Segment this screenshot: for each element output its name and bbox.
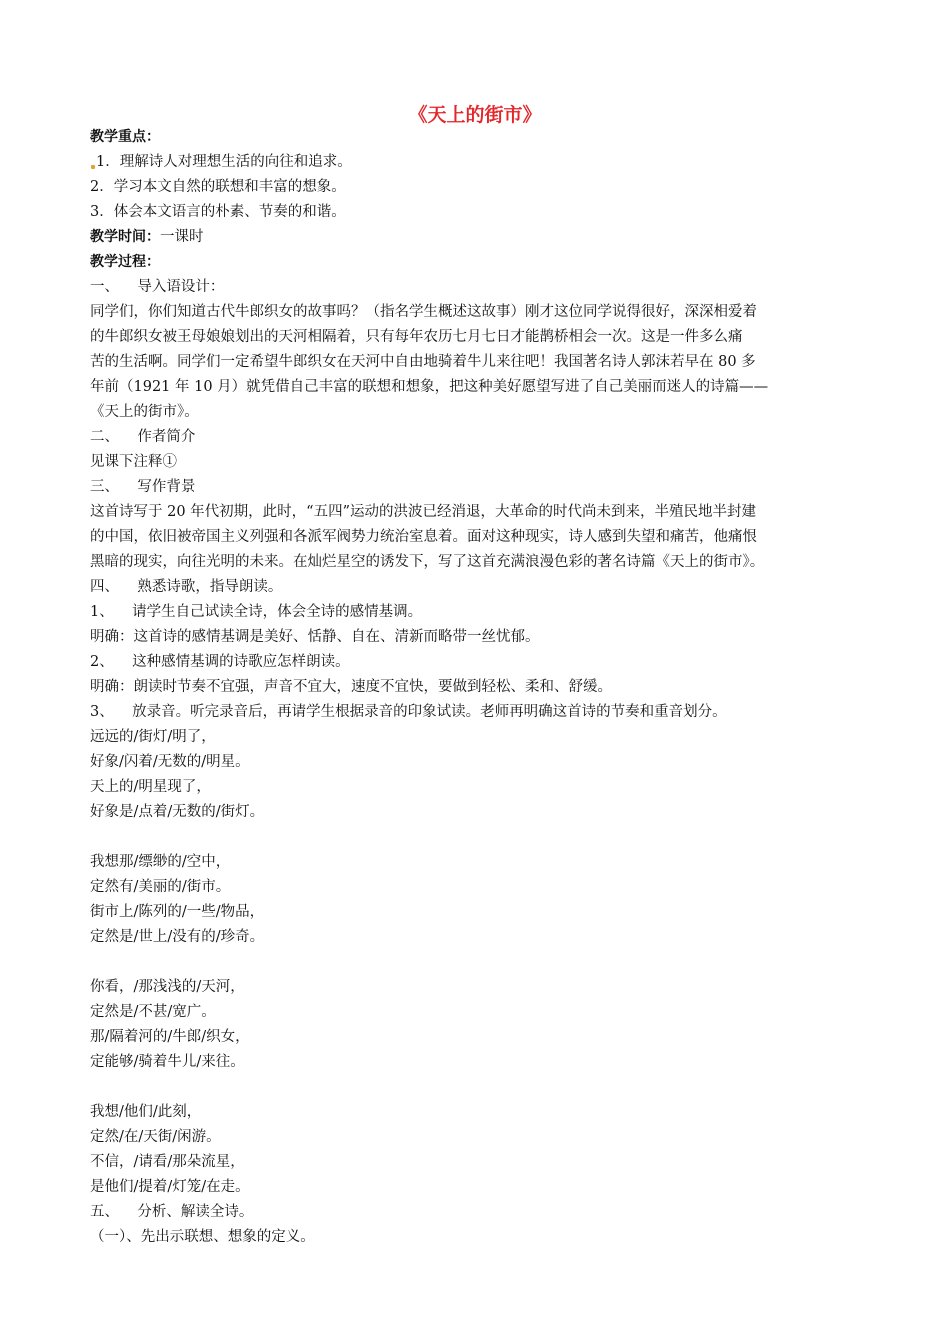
poem-line: 定然是/不甚/宽广。 (90, 1004, 216, 1020)
teaching-time-value: 一课时 (160, 229, 204, 245)
stanza-gap (90, 825, 865, 850)
section-4-heading: 四、 熟悉诗歌，指导朗读。 (90, 579, 283, 595)
teaching-time (90, 225, 865, 250)
section-1-para-line: 同学们，你们知道古代牛郎织女的故事吗？（指名学生概述这故事）刚才这位同学说得很好，深深相爱着 (90, 304, 757, 320)
section-1-para-line: 苦的生活啊。同学们一定希望牛郎织女在天河中自由地骑着牛儿来往吧！我国著名诗人郭沫若早在 80 多 (90, 354, 756, 370)
section-3-para-line: 的中国，依旧被帝国主义列强和各派军阀势力统治室息着。面对这种现实，诗人感到失望和痛苦，他痛恨 (90, 529, 757, 545)
poem-line: 定然是/世上/没有的/珍奇。 (90, 929, 265, 945)
section-1-para-line: 《天上的街市》。 (90, 404, 199, 420)
section-5-sub-1: （一）、先出示联想、想象的定义。 (90, 1229, 315, 1245)
poem-line: 那/隔着河的/牛郎/织女， (90, 1029, 250, 1045)
poem-line: 我想那/缥缈的/空中， (90, 854, 231, 870)
section-1-para-line: 的牛郎织女被王母娘娘划出的天河相隔着，只有每年农历七月七日才能鹊桥相会一次。这是一件多么痛 (90, 329, 743, 345)
section-3-para-line: 这首诗写于 20 年代初期，此时，“五四”运动的洪波已经消退，大革命的时代尚未到来，半殖民地半封建 (90, 504, 756, 520)
section-1-heading: 一、 导入语设计： (90, 279, 225, 295)
poem-line: 天上的/明星现了， (90, 779, 211, 795)
annotation-mark-icon (91, 165, 95, 169)
section-4-question-2: 2、 这种感情基调的诗歌应怎样朗读。 (90, 654, 350, 670)
section-4-question-1: 1、 请学生自己试读全诗，体会全诗的感情基调。 (90, 604, 423, 620)
section-4-answer-2: 明确：朗读时节奏不宜强，声音不宜大，速度不宜快，要做到轻松、柔和、舒缓。 (90, 679, 612, 695)
key-point-3: 3．体会本文语言的朴素、节奏的和谐。 (90, 204, 346, 220)
section-2-heading: 二、 作者简介 (90, 429, 196, 445)
section-1-para-line: 年前（1921 年 10 月）就凭借自己丰富的联想和想象，把这种美好愿望写进了自己美丽而迷人的诗篇—— (90, 379, 769, 395)
poem-line: 不信，/请看/那朵流星， (90, 1154, 245, 1170)
key-point-2: 2．学习本文自然的联想和丰富的想象。 (90, 179, 346, 195)
section-3-heading: 三、 写作背景 (90, 479, 196, 495)
poem-line: 我想/他们/此刻， (90, 1104, 202, 1120)
poem-line: 定然/在/天街/闲游。 (90, 1129, 221, 1145)
poem-line: 远远的/街灯/明了， (90, 729, 216, 745)
document-title: 《天上的街市》 (408, 104, 542, 126)
poem-line: 定能够/骑着牛儿/来往。 (90, 1054, 245, 1070)
poem-line: 是他们/提着/灯笼/在走。 (90, 1179, 250, 1195)
section-4-answer-1: 明确：这首诗的感情基调是美好、恬静、自在、清新而略带一丝忧郁。 (90, 629, 540, 645)
stanza-gap (90, 950, 865, 975)
section-3-para-line: 黑暗的现实，向往光明的未来。在灿烂星空的诱发下，写了这首充满浪漫色彩的著名诗篇《天上的街市》。 (90, 554, 765, 570)
teaching-time-label: 教学时间： (90, 229, 160, 245)
section-2-text: 见课下注释① (90, 454, 177, 470)
key-points-label: 教学重点： (90, 129, 160, 145)
poem-line: 定然有/美丽的/街市。 (90, 879, 231, 895)
section-4-question-3: 3、 放录音。听完录音后，再请学生根据录音的印象试读。老师再明确这首诗的节奏和重音划分。 (90, 704, 727, 720)
key-point-1: 1．理解诗人对理想生活的向往和追求。 (90, 150, 865, 175)
section-5-heading: 五、 分析、解读全诗。 (90, 1204, 254, 1220)
poem-line: 好象是/点着/无数的/街灯。 (90, 804, 265, 820)
poem-line: 街市上/陈列的/一些/物品， (90, 904, 265, 920)
poem-line: 你看，/那浅浅的/天河， (90, 979, 245, 995)
poem-line: 好象/闪着/无数的/明星。 (90, 754, 250, 770)
document-body (90, 125, 865, 1250)
teaching-process-label: 教学过程： (90, 254, 160, 270)
stanza-gap (90, 1075, 865, 1100)
